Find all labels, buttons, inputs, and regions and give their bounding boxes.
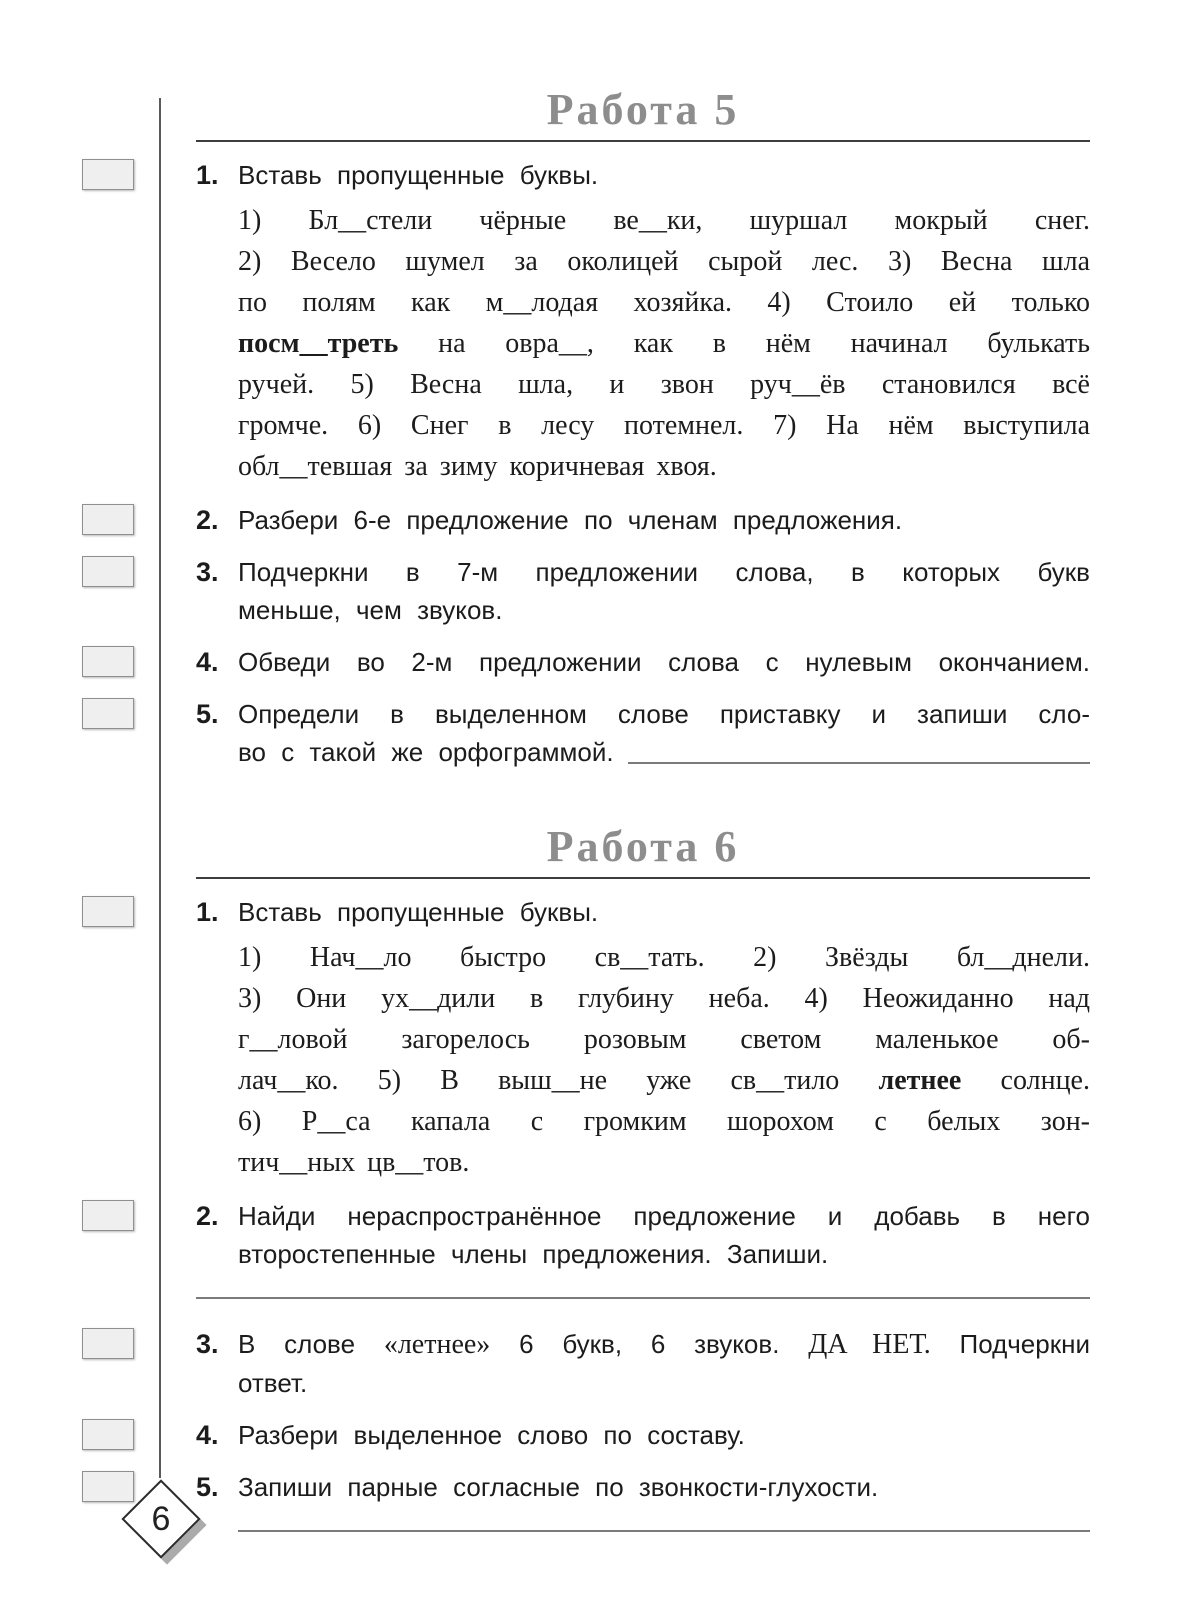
text-line [238, 1019, 1090, 1060]
text-segment: посм__треть [238, 328, 399, 359]
exercise-body [238, 156, 1090, 487]
answer-write-line[interactable] [238, 1530, 1090, 1532]
text-line [238, 937, 1090, 978]
text-segment: В слове [238, 1329, 384, 1359]
score-checkbox[interactable] [82, 896, 134, 927]
text-segment: ответ. [238, 1368, 308, 1398]
text-segment: лач__ко. 5) В выш__не уже св__тило [238, 1065, 879, 1096]
exercise-body [238, 893, 1090, 1183]
text-segment: летнее [878, 1065, 962, 1096]
text-segment: 1) Бл__стели чёрные ве__ки, шуршал мокрый снег. [238, 205, 1090, 236]
exercise-body [238, 1416, 1090, 1454]
text-segment: 2) Весело шумел за околицей сырой лес. 3) Весна шла [238, 246, 1090, 277]
text-line [238, 978, 1090, 1019]
text-line [238, 1142, 1090, 1183]
text-segment: Подчеркни в 7-м предложении слова, в которых букв [238, 557, 1090, 587]
title-rule [196, 877, 1090, 879]
content-column [196, 84, 1090, 1532]
text-line [238, 156, 1090, 194]
exercise-body [238, 695, 1090, 771]
text-segment: Определи в выделенном слове приставку и запиши сло- [238, 699, 1090, 729]
exercise-number: 4. [196, 1420, 219, 1450]
text-segment: Запиши парные согласные по звонкости-глухости. [238, 1472, 879, 1502]
exercise-number: 1. [196, 897, 219, 927]
text-line [238, 1416, 1090, 1454]
page-number-badge [119, 1477, 203, 1561]
text-line [238, 200, 1090, 241]
work-section [196, 84, 1090, 771]
text-segment: громче. 6) Снег в лесу потемнел. 7) На нём выступила [238, 410, 1090, 441]
text-line [238, 591, 1090, 629]
title-rule [196, 140, 1090, 142]
exercise-row [196, 1416, 1090, 1454]
exercise-row [196, 156, 1090, 487]
text-line [238, 364, 1090, 405]
exercise-body [238, 1197, 1090, 1273]
exercise-number: 5. [196, 1472, 219, 1502]
text-segment: 1) Нач__ло быстро св__тать. 2) Звёзды бл__днели. [238, 942, 1090, 973]
text-line [238, 733, 1090, 771]
exercise-row [196, 1197, 1090, 1273]
score-checkbox[interactable] [82, 159, 134, 190]
exercise-row [196, 1468, 1090, 1506]
answer-write-line[interactable] [196, 1297, 1090, 1299]
text-segment: Вставь пропущенные буквы. [238, 897, 599, 927]
page-number: 6 [151, 1499, 171, 1538]
text-segment: по полям как м__лодая хозяйка. 4) Стоило ей только [238, 287, 1090, 318]
score-checkbox[interactable] [82, 556, 134, 587]
text-segment: г__ловой загорелось розовым светом маленькое об- [238, 1024, 1090, 1055]
text-segment: во с такой же орфограммой. [238, 737, 614, 767]
text-line [238, 1235, 1090, 1273]
text-segment: Подчеркни [930, 1329, 1090, 1359]
exercise-row [196, 695, 1090, 771]
exercise-row [196, 1325, 1090, 1402]
text-line [238, 1325, 1090, 1364]
text-line [238, 553, 1090, 591]
exercise-row [196, 501, 1090, 539]
text-line [238, 405, 1090, 446]
text-segment: Найди нераспространённое предложение и добавь в него [238, 1201, 1090, 1231]
exercise-row [196, 893, 1090, 1183]
text-segment: ручей. 5) Весна шла, и звон руч__ёв становился всё [238, 369, 1090, 400]
text-line [238, 643, 1090, 681]
text-segment: Разбери выделенное слово по составу. [238, 1420, 745, 1450]
text-segment: тич__ных цв__тов. [238, 1147, 470, 1178]
score-checkbox[interactable] [82, 504, 134, 535]
text-line [238, 893, 1090, 931]
score-checkbox[interactable] [82, 1328, 134, 1359]
text-segment: обл__тевшая за зиму коричневая хвоя. [238, 451, 717, 482]
exercise-body [238, 1325, 1090, 1402]
text-segment: «летнее» [383, 1329, 491, 1360]
text-segment: Разбери 6-е предложение по членам предложения. [238, 505, 903, 535]
exercise-number: 3. [196, 557, 219, 587]
exercise-passage [238, 937, 1090, 1183]
work-section [196, 821, 1090, 1532]
exercise-number: 2. [196, 505, 219, 535]
exercise-number: 4. [196, 647, 219, 677]
text-segment: на овра__, как в нём начинал булькать [398, 328, 1090, 359]
text-line [238, 1101, 1090, 1142]
text-line [238, 446, 1090, 487]
text-segment: меньше, чем звуков. [238, 595, 503, 625]
text-line [238, 1468, 1090, 1506]
text-line [238, 282, 1090, 323]
score-checkbox[interactable] [82, 1200, 134, 1231]
text-line [238, 241, 1090, 282]
exercise-body [238, 643, 1090, 681]
exercise-row [196, 553, 1090, 629]
exercise-passage [238, 200, 1090, 487]
text-segment: солнце. [961, 1065, 1090, 1096]
answer-blank-line[interactable] [628, 726, 1090, 764]
score-checkbox[interactable] [82, 698, 134, 729]
exercise-number: 3. [196, 1329, 219, 1359]
text-line [238, 501, 1090, 539]
text-segment: второстепенные члены предложения. Запиши. [238, 1239, 829, 1269]
text-segment: 3) Они ух__дили в глубину неба. 4) Неожиданно над [238, 983, 1090, 1014]
exercise-number: 5. [196, 699, 219, 729]
text-segment: 6) Р__са капала с громким шорохом с белых зон- [238, 1106, 1090, 1137]
section-title: Работа 5 [546, 85, 740, 134]
exercise-body [238, 501, 1090, 539]
text-line-text [238, 733, 614, 771]
text-segment: 6 букв, 6 звуков. [490, 1329, 809, 1359]
text-line [238, 323, 1090, 364]
score-checkbox[interactable] [82, 646, 134, 677]
text-line [238, 1364, 1090, 1402]
score-checkbox[interactable] [82, 1419, 134, 1450]
text-segment: Вставь пропущенные буквы. [238, 160, 599, 190]
text-segment: ДА НЕТ. [808, 1329, 931, 1360]
exercise-number: 1. [196, 160, 219, 190]
exercise-number: 2. [196, 1201, 219, 1231]
exercise-body [238, 553, 1090, 629]
text-line [238, 1197, 1090, 1235]
section-title: Работа 6 [546, 822, 740, 871]
margin-vertical-rule [159, 98, 161, 1478]
exercise-body [238, 1468, 1090, 1506]
text-line [238, 1060, 1090, 1101]
text-segment: Обведи во 2-м предложении слова с нулевым окончанием. [238, 647, 1090, 677]
exercise-row [196, 643, 1090, 681]
